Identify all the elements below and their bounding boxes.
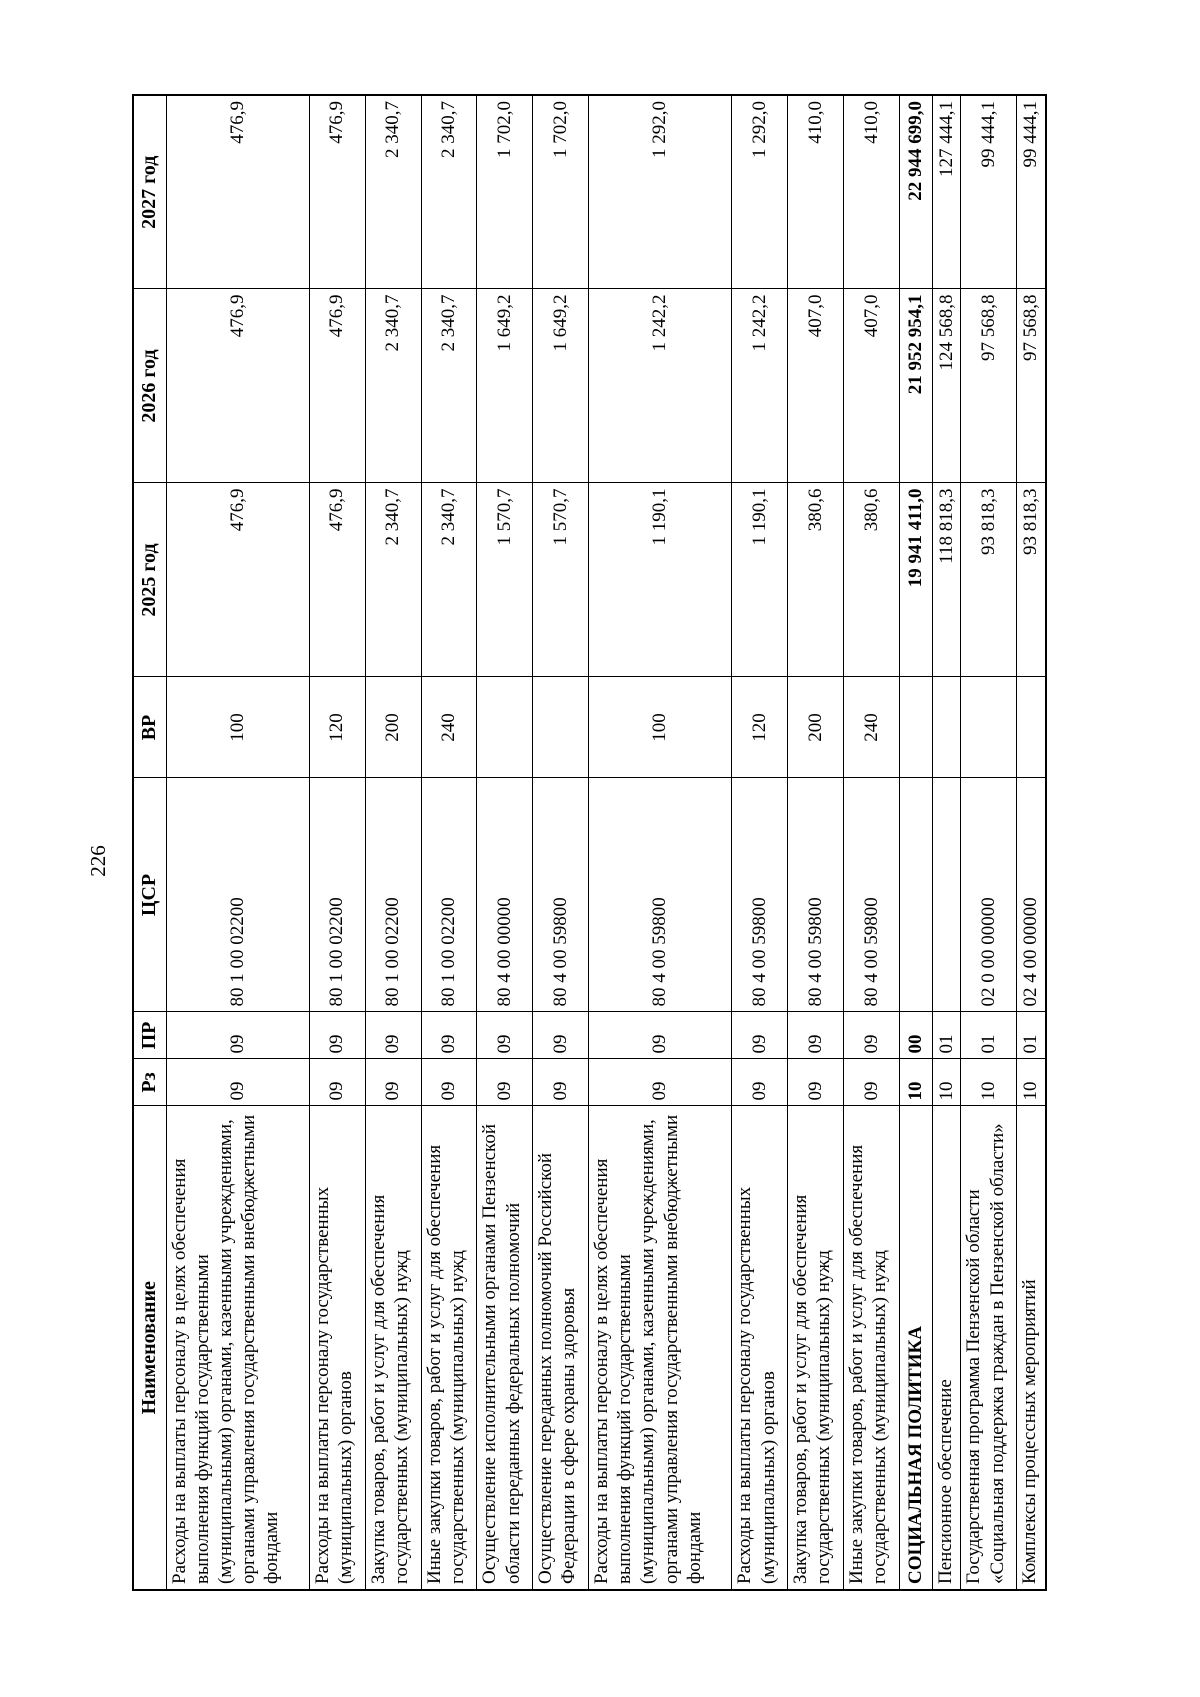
row-pr: 09 xyxy=(732,1012,788,1059)
row-2025: 2 340,7 xyxy=(365,483,421,677)
row-csr: 80 1 00 02200 xyxy=(421,778,477,1012)
row-pr: 09 xyxy=(421,1012,477,1059)
row-2025: 1 190,1 xyxy=(732,483,788,677)
table-row xyxy=(899,95,932,1590)
header-2026: 2026 год xyxy=(133,289,166,483)
row-pr: 09 xyxy=(533,1012,589,1059)
row-vr: 240 xyxy=(844,677,900,778)
row-vr xyxy=(961,677,1017,778)
row-pr: 09 xyxy=(844,1012,900,1059)
row-2026: 97 568,8 xyxy=(1017,289,1046,483)
row-vr: 120 xyxy=(732,677,788,778)
table-row xyxy=(365,95,421,1590)
row-2025: 1 570,7 xyxy=(533,483,589,677)
row-2025: 380,6 xyxy=(844,483,900,677)
row-vr: 100 xyxy=(589,677,732,778)
row-rz: 10 xyxy=(899,1059,932,1106)
row-pr: 01 xyxy=(1017,1012,1046,1059)
page-number: 226 xyxy=(86,845,110,877)
row-2027: 1 292,0 xyxy=(589,95,732,289)
table-row xyxy=(421,95,477,1590)
row-rz: 09 xyxy=(533,1059,589,1106)
row-pr: 01 xyxy=(961,1012,1017,1059)
row-rz: 09 xyxy=(477,1059,533,1106)
row-2027: 1 702,0 xyxy=(533,95,589,289)
row-rz: 09 xyxy=(844,1059,900,1106)
row-pr: 09 xyxy=(365,1012,421,1059)
row-rz: 09 xyxy=(788,1059,844,1106)
row-2027: 127 444,1 xyxy=(932,95,961,289)
header-vr: ВР xyxy=(133,677,166,778)
table-row xyxy=(309,95,365,1590)
row-vr xyxy=(899,677,932,778)
table-row xyxy=(961,95,1017,1590)
row-2027: 410,0 xyxy=(788,95,844,289)
row-name: Комплексы процессных мероприятий xyxy=(1017,1106,1046,1590)
row-pr: 09 xyxy=(166,1012,309,1059)
row-vr xyxy=(1017,677,1046,778)
row-rz: 10 xyxy=(961,1059,1017,1106)
budget-table xyxy=(132,94,1047,1591)
row-name: Закупка товаров, работ и услуг для обеспечения государственных (муниципальных) нужд xyxy=(365,1106,421,1590)
row-2026: 407,0 xyxy=(788,289,844,483)
row-2025: 93 818,3 xyxy=(961,483,1017,677)
row-rz: 09 xyxy=(166,1059,309,1106)
row-2026: 2 340,7 xyxy=(421,289,477,483)
row-vr xyxy=(932,677,961,778)
row-2027: 99 444,1 xyxy=(961,95,1017,289)
row-2026: 1 649,2 xyxy=(533,289,589,483)
row-pr: 09 xyxy=(589,1012,732,1059)
row-2026: 2 340,7 xyxy=(365,289,421,483)
row-pr: 09 xyxy=(788,1012,844,1059)
row-vr: 100 xyxy=(166,677,309,778)
row-2027: 99 444,1 xyxy=(1017,95,1046,289)
header-2025: 2025 год xyxy=(133,483,166,677)
row-pr: 09 xyxy=(477,1012,533,1059)
row-vr: 200 xyxy=(788,677,844,778)
row-2027: 476,9 xyxy=(166,95,309,289)
row-csr: 80 4 00 59800 xyxy=(589,778,732,1012)
row-csr: 02 4 00 00000 xyxy=(1017,778,1046,1012)
row-vr: 200 xyxy=(365,677,421,778)
table-row xyxy=(533,95,589,1590)
row-name: Пенсионное обеспечение xyxy=(932,1106,961,1590)
row-2025: 93 818,3 xyxy=(1017,483,1046,677)
row-rz: 10 xyxy=(932,1059,961,1106)
row-csr xyxy=(899,778,932,1012)
row-name: Осуществление исполнительными органами Пензенской области переданных федеральных полномочий xyxy=(477,1106,533,1590)
row-csr: 02 0 00 00000 xyxy=(961,778,1017,1012)
row-vr: 120 xyxy=(309,677,365,778)
row-2025: 19 941 411,0 xyxy=(899,483,932,677)
table-row xyxy=(932,95,961,1590)
row-2027: 22 944 699,0 xyxy=(899,95,932,289)
row-vr xyxy=(533,677,589,778)
row-2026: 476,9 xyxy=(309,289,365,483)
row-name: Расходы на выплаты персоналу в целях обеспечения выполнения функций государственными (муниципальными) органами, казенными учреждениями, органами управления государственными внебюджетными фондами xyxy=(589,1106,732,1590)
table-body xyxy=(166,95,1046,1590)
header-2027: 2027 год xyxy=(133,95,166,289)
row-2027: 2 340,7 xyxy=(421,95,477,289)
row-2026: 21 952 954,1 xyxy=(899,289,932,483)
row-2026: 407,0 xyxy=(844,289,900,483)
row-csr: 80 4 00 00000 xyxy=(477,778,533,1012)
row-name: Иные закупки товаров, работ и услуг для обеспечения государственных (муниципальных) нужд xyxy=(844,1106,900,1590)
row-csr: 80 1 00 02200 xyxy=(166,778,309,1012)
row-csr: 80 4 00 59800 xyxy=(732,778,788,1012)
row-2027: 410,0 xyxy=(844,95,900,289)
row-name: Расходы на выплаты персоналу государственных (муниципальных) органов xyxy=(732,1106,788,1590)
row-pr: 09 xyxy=(309,1012,365,1059)
table-row xyxy=(844,95,900,1590)
row-rz: 10 xyxy=(1017,1059,1046,1106)
table-row xyxy=(788,95,844,1590)
table-row xyxy=(589,95,732,1590)
table-row xyxy=(732,95,788,1590)
row-2025: 476,9 xyxy=(309,483,365,677)
row-2026: 476,9 xyxy=(166,289,309,483)
row-2025: 380,6 xyxy=(788,483,844,677)
row-csr xyxy=(932,778,961,1012)
row-2027: 1 292,0 xyxy=(732,95,788,289)
row-2025: 476,9 xyxy=(166,483,309,677)
table-row xyxy=(1017,95,1046,1590)
row-name: Закупка товаров, работ и услуг для обеспечения государственных (муниципальных) нужд xyxy=(788,1106,844,1590)
row-name: Расходы на выплаты персоналу в целях обеспечения выполнения функций государственными (муниципальными) органами, казенными учреждениями, органами управления государственными внебюджетными фондами xyxy=(166,1106,309,1590)
row-csr: 80 4 00 59800 xyxy=(844,778,900,1012)
row-name: Государственная программа Пензенской области «Социальная поддержка граждан в Пензенской области» xyxy=(961,1106,1017,1590)
row-2025: 2 340,7 xyxy=(421,483,477,677)
header-rz: Рз xyxy=(133,1059,166,1106)
row-2026: 1 242,2 xyxy=(732,289,788,483)
row-pr: 00 xyxy=(899,1012,932,1059)
row-name: Иные закупки товаров, работ и услуг для обеспечения государственных (муниципальных) нужд xyxy=(421,1106,477,1590)
row-2026: 124 568,8 xyxy=(932,289,961,483)
row-name: СОЦИАЛЬНАЯ ПОЛИТИКА xyxy=(899,1106,932,1590)
row-csr: 80 4 00 59800 xyxy=(788,778,844,1012)
row-rz: 09 xyxy=(365,1059,421,1106)
row-2027: 2 340,7 xyxy=(365,95,421,289)
header-row xyxy=(133,95,166,1590)
budget-table-rotated xyxy=(132,96,1047,1591)
row-vr: 240 xyxy=(421,677,477,778)
row-2025: 1 570,7 xyxy=(477,483,533,677)
row-csr: 80 1 00 02200 xyxy=(365,778,421,1012)
row-2026: 1 242,2 xyxy=(589,289,732,483)
row-rz: 09 xyxy=(309,1059,365,1106)
row-vr xyxy=(477,677,533,778)
row-2026: 1 649,2 xyxy=(477,289,533,483)
header-pr: ПР xyxy=(133,1012,166,1059)
row-2027: 1 702,0 xyxy=(477,95,533,289)
header-csr: ЦСР xyxy=(133,778,166,1012)
row-csr: 80 1 00 02200 xyxy=(309,778,365,1012)
row-2025: 118 818,3 xyxy=(932,483,961,677)
row-2026: 97 568,8 xyxy=(961,289,1017,483)
row-2027: 476,9 xyxy=(309,95,365,289)
header-name: Наименование xyxy=(133,1106,166,1590)
row-csr: 80 4 00 59800 xyxy=(533,778,589,1012)
row-name: Осуществление переданных полномочий Российской Федерации в сфере охраны здоровья xyxy=(533,1106,589,1590)
table-row xyxy=(477,95,533,1590)
row-2025: 1 190,1 xyxy=(589,483,732,677)
row-rz: 09 xyxy=(421,1059,477,1106)
row-name: Расходы на выплаты персоналу государственных (муниципальных) органов xyxy=(309,1106,365,1590)
row-rz: 09 xyxy=(732,1059,788,1106)
row-rz: 09 xyxy=(589,1059,732,1106)
table-row xyxy=(166,95,309,1590)
row-pr: 01 xyxy=(932,1012,961,1059)
